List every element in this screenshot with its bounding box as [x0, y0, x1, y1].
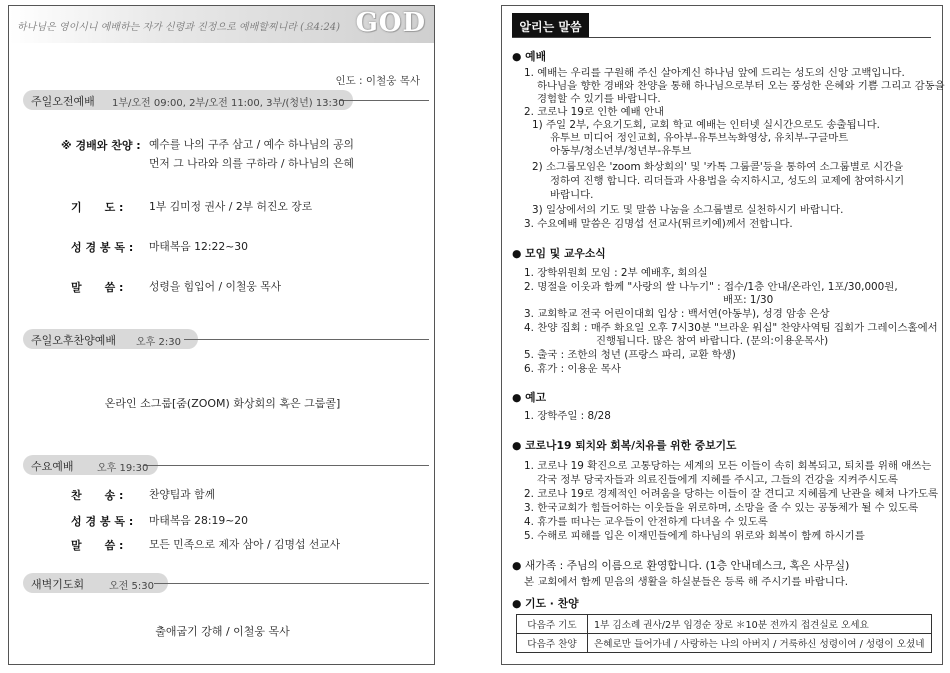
prayer-praise-table — [516, 614, 932, 653]
announcements-title: 알리는 말씀 — [519, 20, 582, 34]
meetings-line: 5. 출국 : 조한의 청년 (프랑스 파리, 교환 학생) — [524, 349, 736, 361]
wed-reading-label: 성 경 봉 독 : — [71, 515, 134, 528]
title-rule — [512, 37, 931, 38]
table-cell-label: 다음주 찬양 — [517, 634, 588, 653]
section-newcomers-head: ● 새가족 : 주님의 이름으로 환영합니다. (1층 안내데스크, 혹은 사무실) — [512, 559, 850, 572]
announcements-title-bar — [512, 13, 589, 38]
divider-line — [339, 100, 429, 101]
worship-line: 정하여 진행 합니다. 리더들과 사용법을 숙지하시고, 성도의 교제에 참여하시기 — [550, 175, 905, 187]
reading-label: 성 경 봉 독 : — [71, 241, 134, 254]
dawn-title: 새벽기도회 — [31, 578, 85, 591]
worship-line: 경험할 수 있기를 바랍니다. — [537, 93, 661, 105]
dawn-note: 출애굽기 강해 / 이철웅 목사 — [155, 625, 290, 638]
meetings-line: 진행됩니다. 많은 참여 바랍니다. (문의:이용운목사) — [596, 335, 829, 347]
praise-line-2: 먼저 그 나라와 의를 구하라 / 하나님의 은혜 — [149, 157, 354, 170]
wednesday-title: 수요예배 — [31, 460, 74, 473]
sunday-am-time: 1부/오전 09:00, 2부/오전 11:00, 3부/(청년) 13:30 — [112, 98, 345, 109]
worship-line: 바랍니다. — [550, 189, 594, 201]
divider-line — [154, 583, 429, 584]
table-row — [517, 615, 932, 634]
preview-line: 1. 장학주일 : 8/28 — [524, 410, 611, 422]
god-logo: GOD — [355, 8, 426, 38]
sunday-am-title: 주일오전예배 — [31, 95, 95, 108]
section-worship-head: ● 예배 — [512, 50, 547, 63]
prayer-label: 기 도 : — [71, 201, 124, 214]
wed-praise-label: 찬 송 : — [71, 489, 124, 502]
covid-line: 2. 코로나 19로 경제적인 어려움을 당하는 이들이 잘 견디고 지혜롭게 난관을 헤쳐 나가도록 — [524, 488, 939, 500]
section-preview-head: ● 예고 — [512, 391, 547, 404]
worship-line: 유투브 미디어 정인교회, 유아부-유투브녹화영상, 유치부-구글마트 — [550, 132, 849, 144]
wed-reading-value: 마태복음 28:19~20 — [149, 514, 249, 527]
header-band — [9, 6, 434, 43]
section-meetings-head: ● 모임 및 교우소식 — [512, 247, 606, 260]
worship-line: 1. 예배는 우리를 구원해 주신 살아계신 하나님 앞에 드리는 성도의 신앙 고백입니다. — [524, 67, 905, 79]
table-row — [517, 634, 932, 653]
meetings-line: 배포: 1/30 — [723, 294, 774, 306]
table-cell-label: 다음주 기도 — [517, 615, 588, 634]
table-cell-value: 은혜로만 들어가네 / 사랑하는 나의 아버지 / 거룩하신 성령이여 / 성령이 오셨네 — [588, 634, 932, 653]
worship-line: 3) 일상에서의 기도 및 말씀 나눔을 소그룹별로 실천하시기 바랍니다. — [532, 204, 844, 216]
covid-line: 1. 코로나 19 확진으로 고통당하는 세계의 모든 이들이 속히 회복되고, 퇴치를 위해 애쓰는 — [524, 460, 932, 472]
worship-line: 아동부/청소년부/청년부-유투브 — [550, 145, 692, 157]
worship-leader: 인도 : 이철웅 목사 — [335, 75, 420, 87]
covid-line: 3. 한국교회가 힘들어하는 이웃들을 위로하며, 소망을 줄 수 있는 공동체가 될 수 있도록 — [524, 502, 919, 514]
announcements-panel — [501, 5, 943, 665]
covid-line: 각국 정부 당국자들과 의료진들에게 지혜를 주시고, 그들의 건강을 지켜주시도록 — [537, 474, 898, 486]
praise-label: ※ 경배와 찬양 : — [61, 139, 141, 152]
section-prayer-praise-head: ● 기도 · 찬양 — [512, 597, 579, 610]
newcomers-line: 본 교회에서 함께 믿음의 생활을 하실분들은 등록 해 주시기를 바랍니다. — [524, 576, 849, 588]
divider-line — [184, 339, 429, 340]
header-verse: 하나님은 영이시니 예배하는 자가 신령과 진정으로 예배할찌니라 (요4:24) — [17, 22, 340, 33]
wed-sermon-label: 말 씀 : — [71, 539, 124, 552]
reading-value: 마태복음 12:22~30 — [149, 240, 249, 253]
table-cell-value: 1부 김소례 권사/2부 임경순 장로 ＊10분 전까지 접견실로 오세요 — [588, 615, 932, 634]
prayer-value: 1부 김미정 권사 / 2부 허진오 장로 — [149, 200, 313, 213]
section-covid-head: ● 코로나19 퇴치와 회복/치유를 위한 중보기도 — [512, 439, 737, 452]
meetings-line: 4. 찬양 집회 : 매주 화요일 오후 7시30분 "브라운 워십" 찬양사역팀 집회가 그레이스홀에서 — [524, 322, 938, 334]
worship-line: 3. 수요예배 말씀은 김명섭 선교사(튀르키예)께서 전합니다. — [524, 218, 793, 230]
covid-line: 5. 수해로 피해를 입은 이재민들에게 하나님의 위로와 회복이 함께 하시기를 — [524, 530, 865, 542]
worship-line: 1) 주일 2부, 수요기도회, 교회 학교 예배는 인터넷 실시간으로도 송출됩니다. — [532, 119, 880, 131]
worship-line: 2) 소그룹모임은 'zoom 화상회의' 및 '카톡 그룹콜'등을 통하여 소그룹별로 시간을 — [532, 161, 904, 173]
wed-praise-value: 찬양팀과 함께 — [149, 488, 216, 501]
meetings-line: 2. 명절을 이웃과 함께 "사랑의 쌀 나누기" : 접수/1층 안내/온라인, 1포/30,000원, — [524, 281, 898, 293]
sermon-label: 말 씀 : — [71, 281, 124, 294]
sermon-value: 성령을 힘입어 / 이철웅 목사 — [149, 280, 282, 293]
meetings-line: 3. 교회학교 전국 어린이대회 입상 : 백서연(아동부), 성경 암송 은상 — [524, 308, 830, 320]
sunday-pm-title: 주일오후찬양예배 — [31, 334, 117, 347]
covid-line: 4. 휴가를 떠나는 교우들이 안전하게 다녀올 수 있도록 — [524, 516, 768, 528]
meetings-line: 6. 휴가 : 이용운 목사 — [524, 363, 621, 375]
sunday-pm-note: 온라인 소그룹[줌(ZOOM) 화상회의 혹은 그룹콜] — [104, 397, 341, 410]
sunday-pm-time: 오후 2:30 — [136, 337, 181, 348]
worship-line: 2. 코로나 19로 인한 예배 안내 — [524, 106, 665, 118]
meetings-line: 1. 장학위원회 모임 : 2부 예배후, 회의실 — [524, 267, 708, 279]
worship-line: 하나님을 향한 경배와 찬양을 통해 하나님으로부터 오는 풍성한 은혜와 기쁨 그리고 감동을 — [537, 80, 945, 92]
worship-order-panel — [8, 5, 435, 665]
wed-sermon-value: 모든 민족으로 제자 삼아 / 김명섭 선교사 — [149, 538, 341, 551]
dawn-time: 오전 5:30 — [109, 581, 154, 592]
wednesday-time: 오후 19:30 — [97, 463, 149, 474]
praise-line-1: 예수를 나의 구주 삼고 / 예수 하나님의 공의 — [149, 138, 354, 151]
divider-line — [144, 465, 429, 466]
